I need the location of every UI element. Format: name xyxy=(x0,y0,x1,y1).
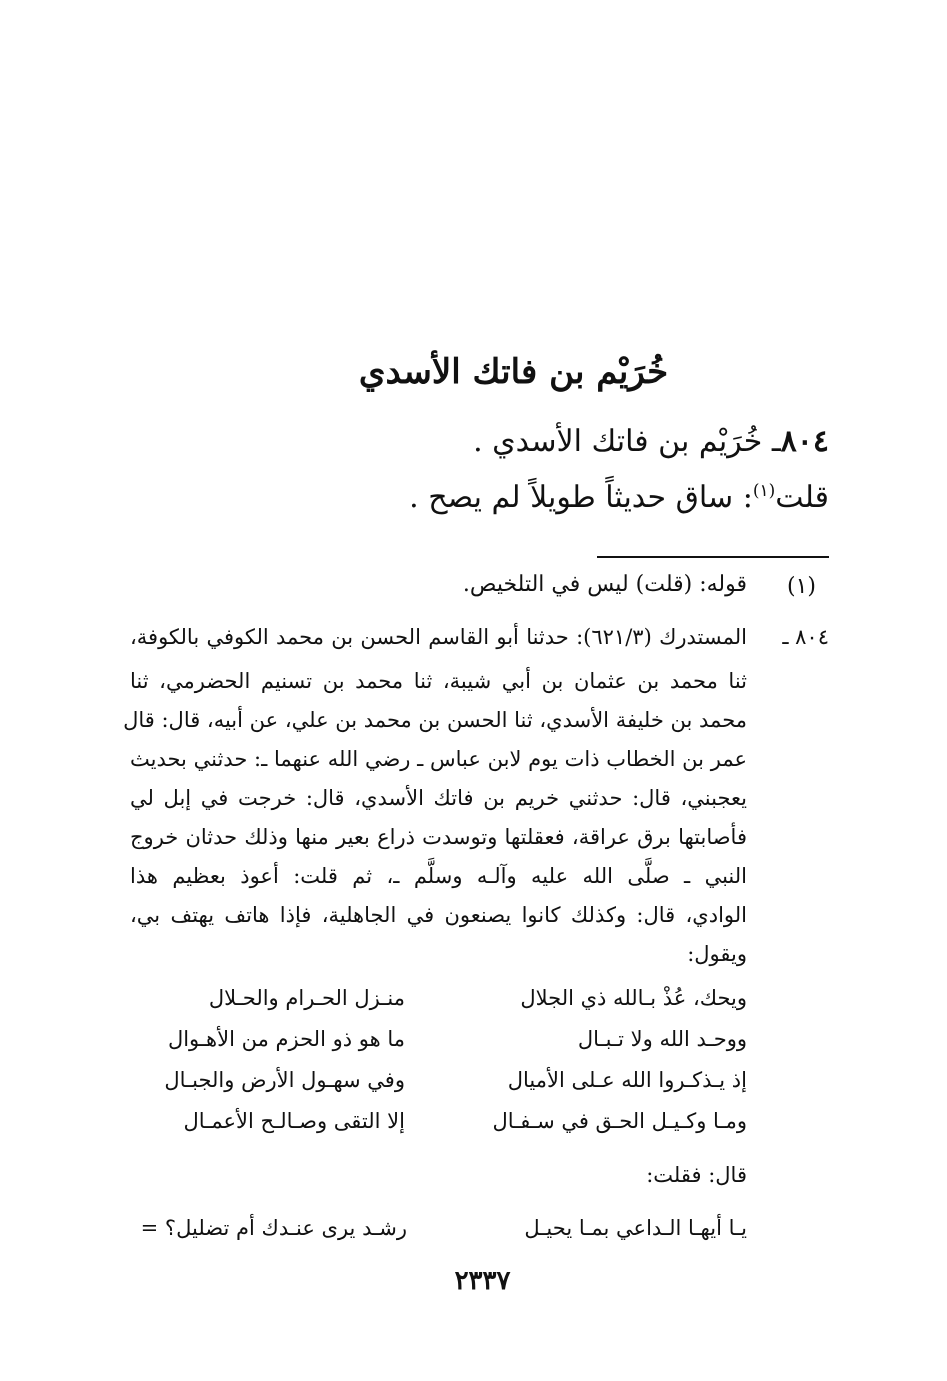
verse-first-hemistich: ويحك، عُذْ بـالله ذي الجلال xyxy=(520,986,747,1010)
entry-note xyxy=(409,480,829,515)
commentary-line: فأصابتها برق عراقة، فعقلتها وتوسدت ذراع بعير منها وذلك حدثان خروج xyxy=(130,825,747,849)
footnote-ref: (١) xyxy=(752,481,776,501)
footnote-number: (١) xyxy=(786,574,816,599)
commentary-line: عمر بن الخطاب ذات يوم لابن عباس ـ رضي الله عنهما ـ: حدثني بحديث xyxy=(130,747,747,771)
entry-note-text: : ساق حديثاً طويلاً لم يصح . xyxy=(409,480,753,515)
entry-dash: ـ xyxy=(762,424,781,459)
verse-first-hemistich: ومـا وكـيـل الحـق في سـفـال xyxy=(492,1109,747,1133)
verse-first-hemistich: يـا أيهـا الـداعي بمـا يحيـل xyxy=(524,1216,747,1240)
verse-first-hemistich: إذ يـذكـروا الله عـلى الأميال xyxy=(507,1068,747,1092)
commentary-line: النبي ـ صلَّى الله عليه وآلـه وسلَّم ـ، ثم قلت: أعوذ بعظيم هذا xyxy=(130,864,747,888)
commentary-number: ٨٠٤ ـ xyxy=(782,625,829,649)
entry-heading xyxy=(473,424,829,459)
verse-second-hemistich: منـزل الحـرام والحـلال xyxy=(208,986,405,1010)
entry-note-prefix: قلت xyxy=(775,480,829,515)
commentary-line: الوادي، قال: وكذلك كانوا يصنعون في الجاهلية، فإذا هاتف يهتف بي، xyxy=(130,903,747,927)
verse-first-hemistich: ووحـد الله ولا تـبـال xyxy=(577,1027,747,1051)
verse-second-hemistich: إلا التقى وصـالـح الأعمـال xyxy=(183,1109,405,1133)
footnote-text: قوله: (قلت) ليس في التلخيص. xyxy=(462,572,747,597)
commentary-line: ثنا محمد بن عثمان بن أبي شيبة، ثنا محمد بن تسنيم الحضرمي، ثنا xyxy=(130,669,747,693)
entry-number: ٨٠٤ xyxy=(780,424,829,459)
commentary-line: محمد بن خليفة الأسدي، ثنا الحسن بن محمد بن علي، عن أبيه، قال: قال xyxy=(123,708,747,732)
verse-second-hemistich: ما هو ذو الحزم من الأهـوال xyxy=(167,1027,405,1051)
verse-intro: قال: فقلت: xyxy=(646,1163,747,1187)
verse-second-hemistich: رشـد يرى عنـدك أم تضليل؟ = xyxy=(140,1216,407,1240)
verse-second-hemistich: وفي سهـول الأرض والجبـال xyxy=(164,1068,405,1092)
footnote-divider xyxy=(597,556,829,558)
page-title: خُرَيْم بن فاتك الأسدي xyxy=(358,352,669,392)
page-number: ٢٣٣٧ xyxy=(454,1266,511,1296)
entry-name: خُرَيْم بن فاتك الأسدي . xyxy=(473,424,763,459)
commentary-line: يعجبني، قال: حدثني خريم بن فاتك الأسدي، قال: خرجت في إبل لي xyxy=(130,786,747,810)
commentary-line: المستدرك (٦٢١/٣): حدثنا أبو القاسم الحسن بن محمد الكوفي بالكوفة، xyxy=(130,625,747,649)
commentary-line: ويقول: xyxy=(687,942,747,966)
